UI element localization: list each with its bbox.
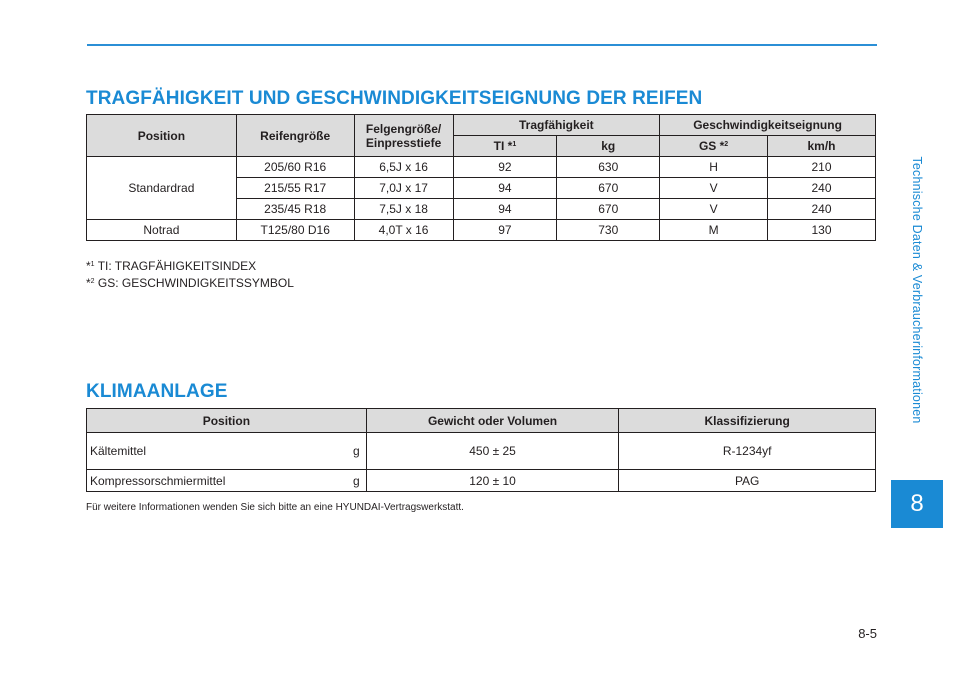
tire-size-cell: T125/80 D16 (236, 220, 354, 241)
header-gs-sup: 2 (724, 141, 729, 148)
footer-note: Für weitere Informationen wenden Sie sich bitte an eine HYUNDAI-Vertragswerkstatt. (86, 502, 464, 513)
tire-section-title: TRAGFÄHIGKEIT UND GESCHWINDIGKEITSEIGNUNG DER REIFEN (86, 88, 703, 109)
speed-symbol-cell: V (660, 199, 768, 220)
header-li-sup: 1 (512, 141, 517, 148)
rim-cell: 7,0J x 17 (354, 178, 453, 199)
header-rim-line2: Einpresstiefe (365, 135, 442, 150)
ac-header-weight: Gewicht oder Volumen (366, 409, 619, 433)
header-load: Tragfähigkeit (453, 115, 660, 136)
footnote (86, 274, 294, 291)
header-position: Position (87, 115, 237, 157)
footnote-sup: 2 (90, 278, 95, 285)
header-rim-line1: Felgengröße/ (365, 121, 442, 136)
tire-size-cell: 205/60 R16 (236, 157, 354, 178)
top-rule (87, 44, 877, 46)
table-row (87, 470, 876, 492)
header-tire-size: Reifengröße (236, 115, 354, 157)
footnotes (86, 257, 294, 291)
rim-cell: 7,5J x 18 (354, 199, 453, 220)
rim-cell: 6,5J x 16 (354, 157, 453, 178)
ac-item-cell (87, 470, 367, 492)
table-row (87, 433, 876, 470)
load-kg-cell: 630 (557, 157, 660, 178)
speed-symbol-cell: H (660, 157, 768, 178)
speed-kmh-cell: 240 (768, 178, 876, 199)
chapter-side-label (891, 100, 943, 480)
header-li (453, 136, 557, 157)
footnote-text: GS: GESCHWINDIGKEITSSYMBOL (94, 276, 294, 290)
ac-item-cell (87, 433, 367, 470)
table-row (87, 220, 876, 241)
load-kg-cell: 670 (557, 178, 660, 199)
ac-item-unit: g (353, 444, 360, 458)
page-number: 8-5 (858, 626, 877, 641)
ac-table (86, 408, 876, 492)
header-li-label: TI * (493, 139, 513, 153)
position-cell: Standardrad (87, 157, 237, 220)
ac-item-name: Kältemittel (90, 444, 147, 458)
tire-size-cell: 215/55 R17 (236, 178, 354, 199)
ac-header-position: Position (87, 409, 367, 433)
speed-kmh-cell: 210 (768, 157, 876, 178)
chapter-side-label-text: Technische Daten & Verbraucherinformationen (910, 156, 924, 424)
footnote-sup: 1 (90, 261, 95, 268)
ac-section-title: KLIMAANLAGE (86, 381, 228, 402)
ac-header-class: Klassifizierung (619, 409, 876, 433)
header-kmh: km/h (768, 136, 876, 157)
footnote-marker: * (86, 259, 91, 273)
speed-kmh-cell: 240 (768, 199, 876, 220)
position-cell: Notrad (87, 220, 237, 241)
load-index-cell: 97 (453, 220, 557, 241)
header-gs (660, 136, 768, 157)
footnote (86, 257, 294, 274)
footnote-text: TI: TRAGFÄHIGKEITSINDEX (94, 259, 257, 273)
tire-table (86, 114, 876, 241)
header-kg: kg (557, 136, 660, 157)
tire-size-cell: 235/45 R18 (236, 199, 354, 220)
speed-kmh-cell: 130 (768, 220, 876, 241)
header-gs-label: GS * (698, 139, 725, 153)
load-kg-cell: 730 (557, 220, 660, 241)
header-rim (354, 115, 453, 157)
footnote-marker: * (86, 276, 91, 290)
ac-item-name: Kompressorschmiermittel (90, 473, 226, 488)
load-index-cell: 94 (453, 199, 557, 220)
ac-class-cell: PAG (619, 470, 876, 492)
load-index-cell: 94 (453, 178, 557, 199)
chapter-tab: 8 (891, 480, 943, 528)
ac-item-unit: g (353, 473, 360, 488)
load-index-cell: 92 (453, 157, 557, 178)
speed-symbol-cell: M (660, 220, 768, 241)
table-row (87, 157, 876, 178)
ac-value-cell: 120 ± 10 (366, 470, 619, 492)
header-speed: Geschwindigkeitseignung (660, 115, 876, 136)
speed-symbol-cell: V (660, 178, 768, 199)
ac-value-cell: 450 ± 25 (366, 433, 619, 470)
rim-cell: 4,0T x 16 (354, 220, 453, 241)
load-kg-cell: 670 (557, 199, 660, 220)
ac-class-cell: R-1234yf (619, 433, 876, 470)
